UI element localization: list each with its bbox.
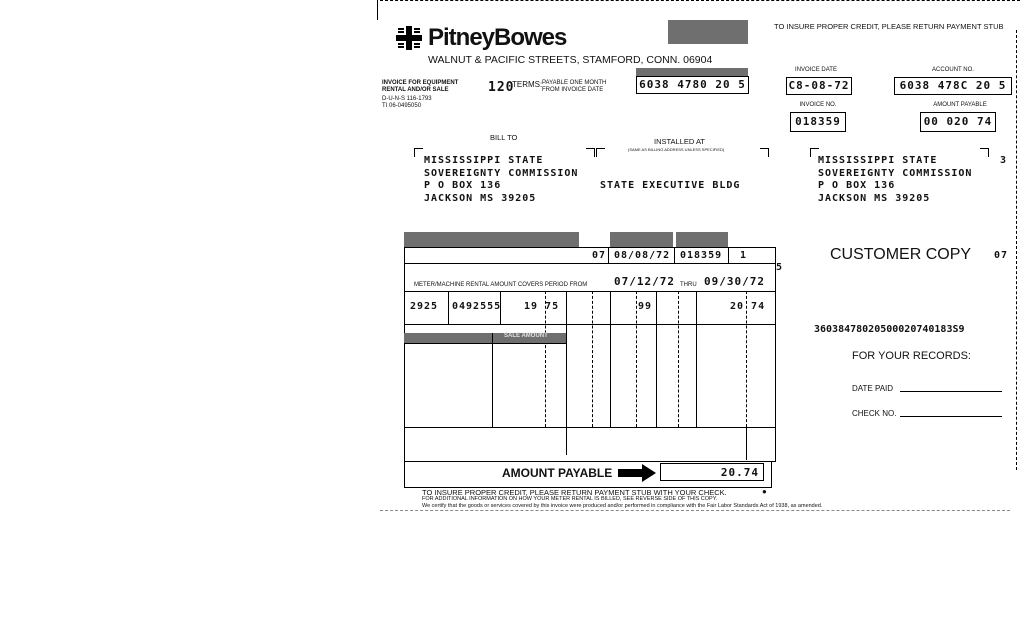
invoice-date-label: INVOICE DATE	[795, 67, 837, 73]
bracket-corner	[414, 148, 423, 157]
stub-bill-to-line: JACKSON MS 39205	[818, 192, 931, 204]
return-note: TO INSURE PROPER CREDIT, PLEASE RETURN PAYMENT STUB	[774, 22, 1004, 31]
table-col	[448, 291, 449, 324]
amount-payable-label: AMOUNT PAYABLE	[502, 466, 613, 480]
check-no-label: CHECK NO.	[852, 409, 897, 418]
duns-number: D-U-N-S 116-1793	[382, 96, 432, 102]
bill-to-label: BILL TO	[490, 133, 518, 142]
scan-line: 36038478020500020740183S9	[814, 324, 965, 335]
table-divider	[404, 343, 566, 344]
page-edge-line	[377, 0, 378, 20]
check-no-field[interactable]	[900, 416, 1002, 417]
bill-to-line: SOVEREIGNTY COMMISSION	[424, 167, 579, 179]
invoice-no-header	[676, 232, 728, 247]
pitney-bowes-logo-icon	[396, 26, 422, 50]
rental-header: METER/MACHINE RENTAL AMOUNT COVERS PERIOD FROM	[414, 282, 588, 288]
row1-code: 07	[592, 250, 607, 261]
row1-date: 08/08/72	[614, 250, 671, 261]
customer-copy-label: CUSTOMER COPY	[830, 246, 972, 263]
footer-rule	[380, 510, 1010, 511]
perforation-line	[1016, 30, 1017, 470]
table-divider	[404, 263, 776, 264]
stub-code: 3	[1000, 155, 1008, 166]
account-no-label: ACCOUNT NO.	[932, 67, 974, 73]
page-top-edge	[380, 0, 1020, 1]
date-paid-field[interactable]	[900, 391, 1002, 392]
table-col	[674, 247, 675, 263]
table-col	[656, 291, 657, 427]
account-shaded-header	[636, 68, 748, 76]
table-col	[608, 247, 609, 263]
side-digit: 5	[776, 262, 784, 273]
table-col	[566, 291, 567, 455]
table-divider	[404, 427, 776, 428]
bracket-corner	[760, 148, 769, 157]
line-rental: 19 75	[524, 301, 560, 312]
date-paid-label: DATE PAID	[852, 384, 894, 393]
stub-bill-to-address	[818, 155, 972, 205]
company-name: PitneyBowes	[428, 24, 567, 51]
terms-text: PAYABLE ONE MONTH FROM INVOICE DATE	[542, 80, 607, 93]
shaded-header-block	[668, 20, 748, 44]
certify-note: We certify that the goods or services covered by this invoice were produced and/or performed in compliance with the Fair Labor Standards Act of 1938, as amended.	[422, 503, 823, 509]
terms-label: TERMS:	[512, 80, 543, 89]
table-col	[728, 247, 729, 263]
line-machine: 0492555	[452, 301, 502, 312]
account-no-value: 6038 478C 20 5	[894, 77, 1012, 95]
stub-bill-to-line: P O BOX 136	[818, 180, 896, 191]
invoice-type: INVOICE FOR EQUIPMENT RENTAL AND/OR SALE	[382, 80, 459, 93]
invoice-no-value: 018359	[790, 112, 846, 132]
table-divider	[404, 324, 776, 325]
company-address: WALNUT & PACIFIC STREETS, STAMFORD, CONN. 06904	[428, 54, 713, 66]
line-meter: 2925	[410, 301, 439, 312]
installed-at-label: INSTALLED AT	[654, 137, 705, 146]
account-number-top: 6038 4780 20 5	[636, 76, 749, 94]
bracket-corner	[980, 148, 989, 157]
table-divider	[404, 291, 776, 292]
stub-bill-to-line: SOVEREIGNTY COMMISSION	[818, 167, 973, 179]
installed-at-note: (SAME AS BILLING ADDRESS UNLESS SPECIFIED)	[628, 147, 725, 152]
bracket-corner	[586, 148, 595, 157]
bill-to-line: JACKSON MS 39205	[424, 192, 537, 204]
table-col	[696, 291, 697, 427]
bill-to-line: P O BOX 136	[424, 180, 502, 191]
line-qty: 99	[638, 301, 653, 312]
invoice-no-label: INVOICE NO.	[799, 102, 837, 108]
footer-bullet-icon: ●	[762, 487, 767, 496]
footer-note-1: TO INSURE PROPER CREDIT, PLEASE RETURN PAYMENT STUB WITH YOUR CHECK.	[422, 488, 727, 497]
stub-bill-to-line: MISSISSIPPI STATE	[818, 155, 938, 166]
installed-at-address: STATE EXECUTIVE BLDG	[600, 180, 741, 191]
table-dash	[636, 291, 637, 427]
table-dash	[678, 291, 679, 427]
period-from: 07/12/72	[614, 275, 675, 288]
bill-to-line: MISSISSIPPI STATE	[424, 155, 544, 166]
bracket-corner	[596, 148, 605, 157]
footer-note-2: FOR ADDITIONAL INFORMATION ON HOW YOUR METER RENTAL IS BILLED, SEE REVERSE SIDE OF THIS COPY.	[422, 496, 718, 502]
ti-number: TI 06-0495050	[382, 103, 422, 109]
invoice-date-header	[610, 232, 673, 247]
arrow-right-icon	[618, 464, 656, 487]
row1-page: 1	[740, 250, 748, 261]
invoice-date-value: C8-08-72	[786, 77, 852, 95]
thru-label: THRU	[680, 282, 697, 288]
amount-payable-stub-label: AMOUNT PAYABLE	[933, 102, 987, 108]
customer-copy-code: 07	[994, 250, 1009, 261]
table-dash	[592, 291, 593, 427]
sale-label: SALE AMOUNT	[504, 333, 548, 339]
table-col	[492, 333, 493, 427]
amount-payable-value: 20.74	[660, 463, 764, 481]
row1-invoice: 018359	[680, 250, 723, 261]
bill-to-address	[424, 155, 578, 205]
terms-code: 120	[488, 80, 515, 95]
table-col	[610, 291, 611, 427]
period-thru: 09/30/72	[704, 275, 765, 288]
line-total: 20 74	[730, 301, 766, 312]
customer-number-header	[404, 232, 579, 247]
amount-payable-stub-value: 00 020 74	[920, 112, 996, 132]
table-col	[746, 427, 747, 460]
for-records-label: FOR YOUR RECORDS:	[852, 350, 971, 362]
